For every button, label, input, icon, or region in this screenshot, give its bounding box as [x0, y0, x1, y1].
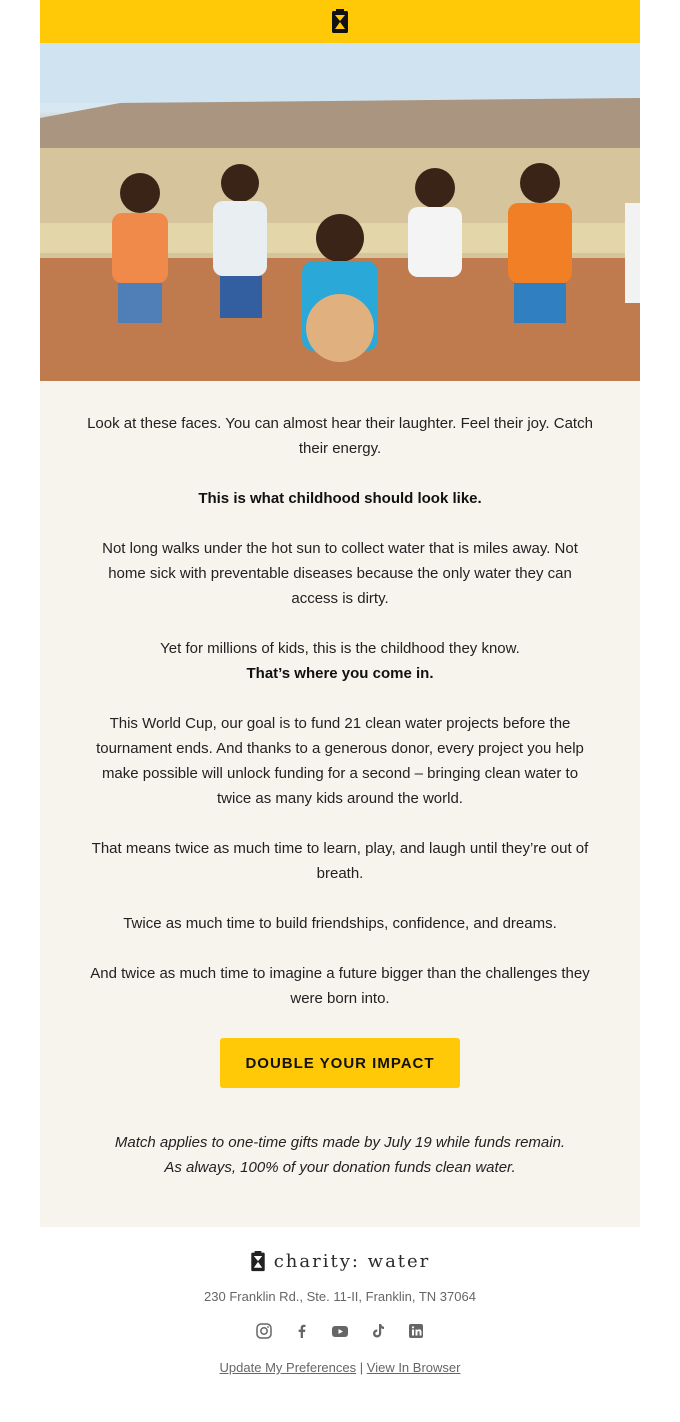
body-paragraph: Not long walks under the hot sun to collect water that is miles away. Not home sick with preventable diseases because the only water they can access is dirty.	[102, 540, 578, 607]
brand-wordmark: charity: water	[273, 1251, 431, 1272]
hero-image	[40, 43, 640, 381]
tiktok-icon[interactable]	[369, 1322, 387, 1340]
jerrycan-icon	[331, 9, 349, 34]
body-paragraph: Twice as much time to build friendships, confidence, and dreams.	[123, 915, 557, 932]
body-emphasis: That’s where you come in.	[246, 665, 434, 682]
instagram-icon[interactable]	[255, 1322, 273, 1340]
social-links	[0, 1322, 680, 1340]
linkedin-icon[interactable]	[407, 1322, 425, 1340]
body-paragraph: And twice as much time to imagine a future bigger than the challenges they were born into.	[90, 965, 590, 1007]
body-headline: This is what childhood should look like.	[198, 490, 482, 507]
footer	[0, 1227, 680, 1375]
disclaimer-line: Match applies to one-time gifts made by July 19 while funds remain.	[114, 1134, 566, 1151]
view-in-browser-link[interactable]: View In Browser	[366, 1360, 461, 1375]
youtube-icon[interactable]	[331, 1322, 349, 1340]
brand-logo[interactable]	[0, 1251, 680, 1272]
double-impact-button[interactable]: DOUBLE YOUR IMPACT	[220, 1038, 460, 1088]
header-bar	[40, 0, 640, 43]
jerrycan-icon	[250, 1251, 266, 1272]
body-paragraph: Yet for millions of kids, this is the childhood they know.	[160, 640, 520, 657]
facebook-icon[interactable]	[293, 1322, 311, 1340]
body-paragraph: That means twice as much time to learn, play, and laugh until they’re out of breath.	[91, 840, 589, 882]
content-panel	[40, 381, 640, 1227]
mailing-address: 230 Franklin Rd., Ste. 11-II, Franklin, TN 37064	[204, 1289, 476, 1304]
email-container	[40, 0, 640, 1227]
hero-illustration	[40, 43, 640, 381]
footer-links	[0, 1360, 680, 1375]
update-preferences-link[interactable]: Update My Preferences	[219, 1360, 357, 1375]
body-paragraph: This World Cup, our goal is to fund 21 clean water projects before the tournament ends. And thanks to a generous donor, every project you help make possible will unlock funding for a second – bringing clean water to twice as many kids around the world.	[96, 715, 584, 807]
disclaimer-line: As always, 100% of your donation funds clean water.	[164, 1159, 516, 1176]
body-paragraph: Look at these faces. You can almost hear their laughter. Feel their joy. Catch their energy.	[87, 415, 593, 457]
link-separator: |	[359, 1360, 364, 1375]
